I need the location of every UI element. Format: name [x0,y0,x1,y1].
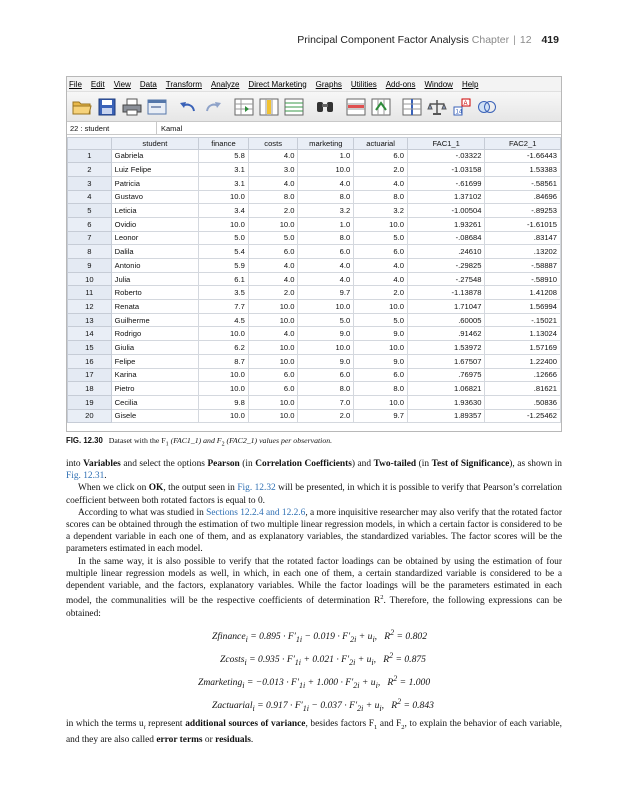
data-grid [67,137,561,423]
data-cell[interactable]: 4.0 [248,272,298,286]
data-cell[interactable]: .24610 [407,245,485,259]
data-cell[interactable]: 1.89357 [407,409,485,423]
data-cell[interactable]: 1.53383 [485,163,561,177]
row-number[interactable]: 16 [68,354,112,368]
data-cell[interactable]: 7.0 [298,395,354,409]
table-row [68,300,561,314]
paragraph: In the same way, it is also possible to verify that the rotated factor loadings can be obtained by using the estimation of four multiple linear regression models as well, in which, in each one of them, a certain standardized variable is considered to be a dependent variable, and the factors, explanatory variables. While the factor loadings will be the parameters estimated in each model, the communalities will be the respective coefficients of determination $R^2$. Therefore, the following expressions can be obtained: [66,556,563,619]
data-cell[interactable]: 1.22400 [485,354,561,368]
data-cell[interactable]: 1.93630 [407,395,485,409]
equation-costs: Zcosts$_i$ = $0.935 \cdot F'_{1i} + 0.021 \cdot F'_{2i} + u_i$, $R^2 = 0.875$ [220,651,426,668]
data-cell[interactable]: 4.5 [199,313,249,327]
data-cell[interactable]: 1.06821 [407,382,485,396]
data-cell[interactable]: -.03322 [407,149,485,163]
paragraph: According to what was studied in Sections 12.2.4 and 12.2.6, a more inquisitive researcher may also verify that the rotated factor scores can be obtained through the estimation of two multiple linear regression models, in which a certain factor is considered to be a dependent variable in each one of them, and as explanatory variables, the standardized variables. The factor scores will be the parameters estimated in each model. [66,507,562,555]
data-cell[interactable]: 6.0 [298,245,354,259]
data-cell[interactable]: 6.0 [354,149,408,163]
data-cell[interactable]: .12666 [485,368,561,382]
data-cell[interactable]: -1.61015 [485,217,561,231]
row-number[interactable]: 12 [68,300,112,314]
data-cell[interactable]: 8.0 [248,190,298,204]
data-cell[interactable]: 4.0 [298,259,354,273]
data-cell[interactable]: .50836 [485,395,561,409]
data-cell[interactable]: Leticia [111,204,198,218]
spss-menubar [67,77,561,92]
data-cell[interactable]: 10.0 [298,300,354,314]
data-cell[interactable]: 10.0 [298,341,354,355]
table-row [68,286,561,300]
menu-file[interactable]: File [69,79,82,89]
data-cell[interactable]: 5.4 [199,245,249,259]
data-cell[interactable]: 3.2 [354,204,408,218]
running-head: Principal Component Factor Analysis Chapter | 12 419 [297,34,559,46]
data-cell[interactable]: 5.8 [199,149,249,163]
data-cell[interactable]: 10.0 [354,300,408,314]
data-cell[interactable]: 3.1 [199,176,249,190]
data-cell[interactable]: .83147 [485,231,561,245]
data-cell[interactable]: 1.37102 [407,190,485,204]
menu-utilities[interactable]: Utilities [350,79,377,89]
paragraph: When we click on OK, the output seen in Fig. 12.32 will be presented, in which it is possible to verify that Pearson’s correlation coefficient between both rotated factors is equal to 0. [66,483,562,506]
data-cell[interactable]: .60005 [407,313,485,327]
menu-view[interactable]: View [113,79,131,89]
table-row [68,382,561,396]
undo-icon[interactable] [177,96,199,118]
data-cell[interactable]: 10.0 [248,409,298,423]
data-cell[interactable]: 8.0 [298,382,354,396]
row-number[interactable]: 9 [68,259,112,273]
figure-label: FIG. 12.30 [66,436,103,445]
data-cell[interactable]: 10.0 [248,313,298,327]
data-cell[interactable]: 6.2 [199,341,249,355]
book-title: Principal Component Factor Analysis [297,34,469,46]
data-cell[interactable]: 9.0 [354,354,408,368]
column-header[interactable]: finance [199,138,249,150]
table-row [68,149,561,163]
menu-analyze[interactable]: Analyze [210,79,240,89]
data-cell[interactable]: 9.7 [298,286,354,300]
data-cell[interactable]: 10.0 [199,190,249,204]
data-cell[interactable]: -1.03158 [407,163,485,177]
find-icon[interactable] [314,96,336,118]
data-cell[interactable]: 7.7 [199,300,249,314]
row-number[interactable]: 3 [68,176,112,190]
equation-actuarial: Zactuarial$_i$ = $0.917 \cdot F'_{1i} - 0.037 \cdot F'_{2i} + u_i$, $R^2 = 0.843$ [212,697,434,714]
menu-direct-marketing[interactable]: Direct Marketing [248,79,307,89]
table-row [68,176,561,190]
data-cell[interactable]: 10.0 [248,354,298,368]
data-cell[interactable]: 8.7 [199,354,249,368]
print-icon[interactable] [121,96,143,118]
row-number[interactable]: 13 [68,313,112,327]
data-cell[interactable]: 4.0 [298,272,354,286]
data-cell[interactable]: Roberto [111,286,198,300]
svg-text:A: A [463,100,468,107]
row-number[interactable]: 6 [68,217,112,231]
equation-finance: Zfinance$_i$ = $0.895 \cdot F'_{1i} - 0.019 \cdot F'_{2i} + u_i$, $R^2 = 0.802$ [212,628,428,645]
row-number[interactable]: 19 [68,395,112,409]
open-folder-icon[interactable] [71,96,93,118]
data-cell[interactable]: 1.93261 [407,217,485,231]
data-cell[interactable]: -.15021 [485,313,561,327]
chapter-label: Chapter [471,34,510,46]
row-number[interactable]: 20 [68,409,112,423]
column-header[interactable]: student [111,138,198,150]
data-cell[interactable]: -.58561 [485,176,561,190]
data-cell[interactable]: -.61699 [407,176,485,190]
data-cell[interactable]: 6.0 [354,245,408,259]
menu-add-ons[interactable]: Add-ons [385,79,416,89]
cell-reference: 22 : student [67,122,157,134]
table-row [68,341,561,355]
column-header[interactable]: FAC2_1 [485,138,561,150]
data-cell[interactable]: 10.0 [248,395,298,409]
go-to-variable-icon[interactable] [258,96,280,118]
data-cell[interactable]: .84696 [485,190,561,204]
data-cell[interactable]: Gabriela [111,149,198,163]
paragraph: in which the terms $u_i$ represent additional sources of variance, besides factors $F_1$ and $F_2$, to explain the behavior of each variable, and they are also called error terms or residuals. [66,719,563,746]
column-header-row [68,138,561,150]
data-cell[interactable]: 6.0 [248,368,298,382]
data-cell[interactable]: 8.0 [298,190,354,204]
table-row [68,409,561,423]
data-cell[interactable]: 10.0 [298,163,354,177]
data-cell[interactable]: 10.0 [199,327,249,341]
row-number[interactable]: 18 [68,382,112,396]
variables-icon[interactable] [283,96,305,118]
data-cell[interactable]: 10.0 [199,217,249,231]
data-cell[interactable]: Giulia [111,341,198,355]
figure-caption: FIG. 12.30 Dataset with the $F_1$ (FAC1_1) and $F_2$ (FAC2_1) values per observation. [66,436,333,448]
svg-text:14: 14 [455,109,463,115]
data-cell[interactable]: 4.0 [354,176,408,190]
data-cell[interactable]: 4.0 [354,272,408,286]
data-cell[interactable]: 8.0 [354,190,408,204]
data-cell[interactable]: Patricia [111,176,198,190]
table-row [68,395,561,409]
data-cell[interactable]: 4.0 [354,259,408,273]
data-cell[interactable]: -1.13878 [407,286,485,300]
data-cell[interactable]: Ovidio [111,217,198,231]
data-cell[interactable]: 9.0 [298,327,354,341]
row-number[interactable]: 1 [68,149,112,163]
data-cell[interactable]: .76975 [407,368,485,382]
row-number[interactable]: 10 [68,272,112,286]
column-header[interactable]: marketing [298,138,354,150]
data-cell[interactable]: 10.0 [199,409,249,423]
table-row [68,163,561,177]
go-to-case-icon[interactable] [233,96,255,118]
redo-icon[interactable] [202,96,224,118]
data-cell[interactable]: 1.67507 [407,354,485,368]
save-icon[interactable] [96,96,118,118]
data-cell[interactable]: 2.0 [354,163,408,177]
table-row [68,190,561,204]
data-cell[interactable]: 10.0 [248,217,298,231]
data-cell[interactable]: .91462 [407,327,485,341]
closing-paragraph [66,718,562,746]
data-cell[interactable]: Dalila [111,245,198,259]
data-cell[interactable]: 6.0 [354,368,408,382]
data-cell[interactable]: -.89253 [485,204,561,218]
figure-link[interactable]: Fig. 12.31 [66,471,105,482]
data-cell[interactable]: 8.0 [354,382,408,396]
data-cell[interactable]: -.08684 [407,231,485,245]
spss-toolbar [67,92,561,122]
insert-variable-icon[interactable] [370,96,392,118]
body-text [66,458,562,620]
data-cell[interactable]: Pietro [111,382,198,396]
data-cell[interactable]: 6.0 [248,382,298,396]
data-cell[interactable]: Karina [111,368,198,382]
data-cell[interactable]: .13202 [485,245,561,259]
data-cell[interactable]: 3.1 [199,163,249,177]
section-link[interactable]: Sections 12.2.4 and 12.2.6 [206,507,306,518]
data-cell[interactable]: 5.0 [354,313,408,327]
menu-data[interactable]: Data [139,79,157,89]
table-row [68,204,561,218]
corner-cell[interactable] [68,138,112,150]
data-cell[interactable]: 1.57169 [485,341,561,355]
row-number[interactable]: 8 [68,245,112,259]
data-cell[interactable]: 2.0 [248,286,298,300]
column-header[interactable]: costs [248,138,298,150]
data-cell[interactable]: 8.0 [298,231,354,245]
row-number[interactable]: 2 [68,163,112,177]
data-cell[interactable]: 3.5 [199,286,249,300]
data-cell[interactable]: 10.0 [199,382,249,396]
data-cell[interactable]: 9.0 [298,354,354,368]
data-cell[interactable]: 4.0 [248,149,298,163]
row-number[interactable]: 15 [68,341,112,355]
data-cell[interactable]: -.58887 [485,259,561,273]
data-cell[interactable]: 3.4 [199,204,249,218]
data-cell[interactable]: 5.0 [248,231,298,245]
table-row [68,327,561,341]
row-number[interactable]: 7 [68,231,112,245]
data-cell[interactable]: 9.0 [354,327,408,341]
data-cell[interactable]: 4.0 [248,176,298,190]
data-cell[interactable]: -1.00504 [407,204,485,218]
table-row [68,231,561,245]
menu-help[interactable]: Help [461,79,479,89]
data-cell[interactable]: Cecilia [111,395,198,409]
dialog-recall-icon[interactable] [146,96,168,118]
weight-cases-icon[interactable] [426,96,448,118]
figure-link[interactable]: Fig. 12.32 [237,483,276,494]
chapter-number: 12 [519,34,532,46]
data-cell[interactable]: 1.56994 [485,300,561,314]
data-cell[interactable]: 9.8 [199,395,249,409]
data-cell[interactable]: 4.0 [298,176,354,190]
table-row [68,354,561,368]
data-cell[interactable]: 1.0 [298,149,354,163]
value-labels-icon[interactable] [451,96,473,118]
data-cell[interactable]: 6.1 [199,272,249,286]
table-row [68,272,561,286]
data-cell[interactable]: 2.0 [298,409,354,423]
equation-marketing: Zmarketing$_i$ = $-0.013 \cdot F'_{1i} + 1.000 \cdot F'_{2i} + u_i$, $R^2 = 1.000$ [198,674,431,691]
page-number: 419 [541,34,559,46]
data-cell[interactable]: Gisele [111,409,198,423]
data-cell[interactable]: 1.41208 [485,286,561,300]
table-row [68,368,561,382]
data-cell[interactable]: .81621 [485,382,561,396]
data-cell[interactable]: Leonor [111,231,198,245]
data-cell[interactable]: 6.0 [248,245,298,259]
data-cell[interactable]: 6.0 [298,368,354,382]
paragraph: into Variables and select the options Pearson (in Correlation Coefficients) and Two-tailed (in Test of Significance), as shown in Fig. 12.31. [66,459,562,482]
menu-edit[interactable]: Edit [90,79,105,89]
data-cell[interactable]: 10.0 [354,395,408,409]
data-cell[interactable]: 10.0 [354,341,408,355]
data-cell[interactable]: -.58910 [485,272,561,286]
row-number[interactable]: 4 [68,190,112,204]
spss-data-editor-screenshot [66,76,562,432]
data-cell[interactable]: -.29825 [407,259,485,273]
row-number[interactable]: 5 [68,204,112,218]
data-cell[interactable]: 10.0 [199,368,249,382]
data-cell[interactable]: Felipe [111,354,198,368]
data-cell[interactable]: 2.0 [354,286,408,300]
table-row [68,313,561,327]
table-row [68,245,561,259]
row-number[interactable]: 14 [68,327,112,341]
use-sets-icon[interactable] [476,96,498,118]
data-cell[interactable]: 3.0 [248,163,298,177]
data-cell[interactable]: Renata [111,300,198,314]
data-cell[interactable]: 4.0 [248,327,298,341]
split-file-icon[interactable] [401,96,423,118]
data-cell[interactable]: 5.0 [298,313,354,327]
data-cell[interactable]: -1.25462 [485,409,561,423]
column-header[interactable]: FAC1_1 [407,138,485,150]
data-cell[interactable]: 2.0 [248,204,298,218]
data-cell[interactable]: Luiz Felipe [111,163,198,177]
table-row [68,217,561,231]
data-cell[interactable]: 5.9 [199,259,249,273]
data-cell[interactable]: 10.0 [248,300,298,314]
data-cell[interactable]: 5.0 [199,231,249,245]
menu-transform[interactable]: Transform [165,79,202,89]
data-cell[interactable]: 1.13024 [485,327,561,341]
data-cell[interactable]: 4.0 [248,259,298,273]
data-cell[interactable]: Gustavo [111,190,198,204]
data-cell[interactable]: 10.0 [248,341,298,355]
table-row [68,259,561,273]
data-cell[interactable]: -.27548 [407,272,485,286]
data-cell[interactable]: Julia [111,272,198,286]
cell-value[interactable]: Kamal [161,123,183,133]
data-cell[interactable]: 10.0 [354,217,408,231]
insert-cases-icon[interactable] [345,96,367,118]
data-cell[interactable]: 9.7 [354,409,408,423]
data-cell[interactable]: 3.2 [298,204,354,218]
column-header[interactable]: actuarial [354,138,408,150]
menu-window[interactable]: Window [424,79,453,89]
data-cell[interactable]: 1.53972 [407,341,485,355]
data-cell[interactable]: 1.0 [298,217,354,231]
data-cell[interactable]: Guilherme [111,313,198,327]
data-cell[interactable]: -1.66443 [485,149,561,163]
menu-graphs[interactable]: Graphs [315,79,342,89]
data-cell[interactable]: 5.0 [354,231,408,245]
data-cell[interactable]: 1.71047 [407,300,485,314]
row-number[interactable]: 17 [68,368,112,382]
cell-editor-bar [67,122,561,135]
row-number[interactable]: 11 [68,286,112,300]
data-cell[interactable]: Antonio [111,259,198,273]
data-cell[interactable]: Rodrigo [111,327,198,341]
